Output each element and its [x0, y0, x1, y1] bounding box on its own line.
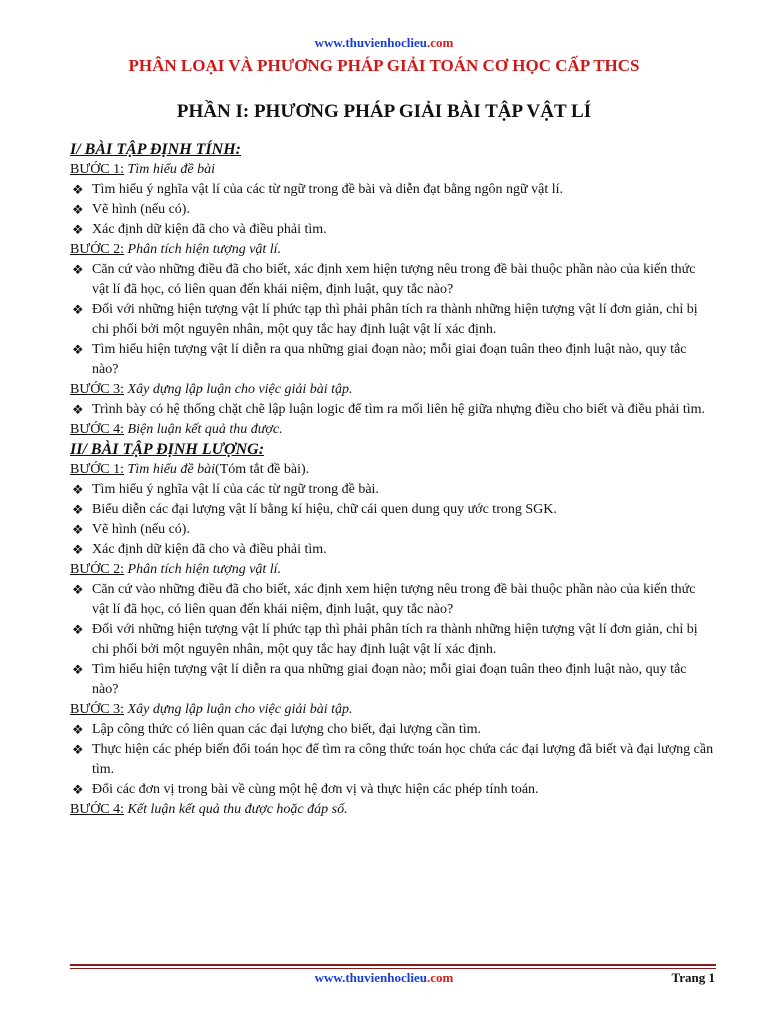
list-item [70, 500, 715, 520]
step-description: Biện luận kết quả thu được. [124, 422, 283, 437]
diamond-bullet-icon: ❖ [72, 502, 84, 517]
list-item-text: Tìm hiểu hiện tượng vật lí diễn ra qua những giai đoạn nào; mỗi giai đoạn tuân theo định luật nào, quy tắc nào? [92, 342, 687, 377]
diamond-bullet-icon: ❖ [72, 662, 84, 677]
website-tld: .com [426, 35, 454, 50]
list-item [70, 740, 715, 780]
list-item [70, 720, 715, 740]
step-description: Phân tích hiện tượng vật lí. [124, 242, 282, 257]
list-item-text: Căn cứ vào những điều đã cho biết, xác định xem hiện tượng nêu trong đề bài thuộc phần nào của kiến thức vật lí đã học, có liên quan đến khái niệm, định luật, quy tắc nào? [92, 582, 696, 617]
step-heading [70, 380, 715, 400]
list-item [70, 300, 715, 340]
list-item-text: Lập công thức có liên quan các đại lượng cho biết, đại lượng cần tìm. [92, 722, 482, 737]
diamond-bullet-icon: ❖ [72, 202, 84, 217]
step-heading [70, 560, 715, 580]
diamond-bullet-icon: ❖ [72, 262, 84, 277]
diamond-bullet-icon: ❖ [72, 402, 84, 417]
diamond-bullet-icon: ❖ [72, 522, 84, 537]
step-heading [70, 240, 715, 260]
bullet-list [70, 400, 715, 420]
list-item-text: Thực hiện các phép biến đổi toán học để tìm ra công thức toán học chứa các đại lượng đã biết và đại lượng cần tìm. [92, 742, 714, 777]
list-item [70, 620, 715, 660]
list-item-text: Xác định dữ kiện đã cho và điều phải tìm. [92, 542, 327, 557]
document-body [70, 140, 715, 820]
list-item-text: Đổi các đơn vị trong bài về cùng một hệ đơn vị và thực hiện các phép tính toán. [92, 782, 539, 797]
bullet-list [70, 720, 715, 800]
list-item-text: Biểu diễn các đại lượng vật lí bằng kí hiệu, chữ cái quen dung quy ước trong SGK. [92, 502, 557, 517]
footer-divider [70, 964, 716, 969]
section-heading: I/ BÀI TẬP ĐỊNH TÍNH: [70, 141, 241, 158]
step-label: BƯỚC 2: [70, 562, 125, 577]
list-item-text: Tìm hiểu ý nghĩa vật lí của các từ ngữ trong đề bài. [92, 482, 379, 497]
step-label: BƯỚC 1: [70, 162, 125, 177]
step-description: Tìm hiểu đề bài [124, 462, 216, 477]
list-item-text: Tìm hiểu ý nghĩa vật lí của các từ ngữ trong đề bài và diễn đạt bằng ngôn ngữ vật lí. [92, 182, 564, 197]
step-label: BƯỚC 4: [70, 802, 125, 817]
list-item [70, 660, 715, 700]
step-label: BƯỚC 3: [70, 702, 125, 717]
step-description: Phân tích hiện tượng vật lí. [124, 562, 282, 577]
section-heading: II/ BÀI TẬP ĐỊNH LƯỢNG: [70, 441, 265, 458]
step-heading [70, 700, 715, 720]
list-item [70, 780, 715, 800]
list-item [70, 340, 715, 380]
list-item [70, 260, 715, 300]
step-note: (Tóm tắt đề bài). [215, 462, 310, 477]
list-item-text: Trình bày có hệ thống chặt chẽ lập luận logic để tìm ra mối liên hệ giữa nhựng điều cho biết và điều phải tìm. [92, 402, 706, 417]
list-item [70, 540, 715, 560]
step-description: Tìm hiểu đề bài [124, 162, 216, 177]
list-item-text: Xác định dữ kiện đã cho và điều phải tìm. [92, 222, 327, 237]
diamond-bullet-icon: ❖ [72, 782, 84, 797]
diamond-bullet-icon: ❖ [72, 582, 84, 597]
list-item [70, 580, 715, 620]
step-label: BƯỚC 2: [70, 242, 125, 257]
list-item-text: Căn cứ vào những điều đã cho biết, xác định xem hiện tượng nêu trong đề bài thuộc phần nào của kiến thức vật lí đã học, có liên quan đến khái niệm, định luật, quy tắc nào? [92, 262, 696, 297]
list-item-text: Đối với những hiện tượng vật lí phức tạp thì phải phân tích ra thành những hiện tượng vật lí đơn giản, chỉ bị chi phối bởi một nguyên nhân, một quy tắc hay định luật vật lí xác định. [92, 622, 698, 657]
diamond-bullet-icon: ❖ [72, 622, 84, 637]
part-title: PHẦN I: PHƯƠNG PHÁP GIẢI BÀI TẬP VẬT LÍ [176, 101, 592, 122]
step-label: BƯỚC 4: [70, 422, 125, 437]
diamond-bullet-icon: ❖ [72, 482, 84, 497]
list-item [70, 520, 715, 540]
step-description: Xây dựng lập luận cho việc giải bài tập. [124, 702, 353, 717]
list-item-text: Vẽ hình (nếu có). [92, 202, 190, 217]
step-description: Kết luận kết quả thu được hoặc đáp số. [124, 802, 348, 817]
bullet-list [70, 180, 715, 240]
diamond-bullet-icon: ❖ [72, 182, 84, 197]
bullet-list [70, 480, 715, 560]
list-item-text: Đối với những hiện tượng vật lí phức tạp thì phải phân tích ra thành những hiện tượng vật lí đơn giản, chỉ bị chi phối bởi một nguyên nhân, một quy tắc hay định luật vật lí xác định. [92, 302, 698, 337]
list-item-text: Tìm hiểu hiện tượng vật lí diễn ra qua những giai đoạn nào; mỗi giai đoạn tuân theo định luật nào, quy tắc nào? [92, 662, 687, 697]
list-item [70, 400, 715, 420]
step-description: Xây dựng lập luận cho việc giải bài tập. [124, 382, 353, 397]
website-header [0, 35, 768, 51]
step-label: BƯỚC 1: [70, 462, 125, 477]
bullet-list [70, 260, 715, 380]
list-item-text: Vẽ hình (nếu có). [92, 522, 190, 537]
list-item [70, 220, 715, 240]
step-heading [70, 460, 715, 480]
website-tld-footer: .com [426, 970, 454, 985]
website-footer [0, 970, 768, 986]
website-name: www.thuvienhoclieu [314, 35, 427, 50]
list-item [70, 180, 715, 200]
document-title: PHÂN LOẠI VÀ PHƯƠNG PHÁP GIẢI TOÁN CƠ HỌC CẤP THCS [128, 56, 640, 75]
diamond-bullet-icon: ❖ [72, 742, 84, 757]
diamond-bullet-icon: ❖ [72, 542, 84, 557]
website-name-footer: www.thuvienhoclieu [314, 970, 427, 985]
step-heading [70, 160, 715, 180]
diamond-bullet-icon: ❖ [72, 302, 84, 317]
step-heading [70, 800, 715, 820]
bullet-list [70, 580, 715, 700]
list-item [70, 200, 715, 220]
diamond-bullet-icon: ❖ [72, 722, 84, 737]
step-label: BƯỚC 3: [70, 382, 125, 397]
page-number: Trang 1 [671, 970, 715, 985]
diamond-bullet-icon: ❖ [72, 222, 84, 237]
list-item [70, 480, 715, 500]
step-heading [70, 420, 715, 440]
diamond-bullet-icon: ❖ [72, 342, 84, 357]
